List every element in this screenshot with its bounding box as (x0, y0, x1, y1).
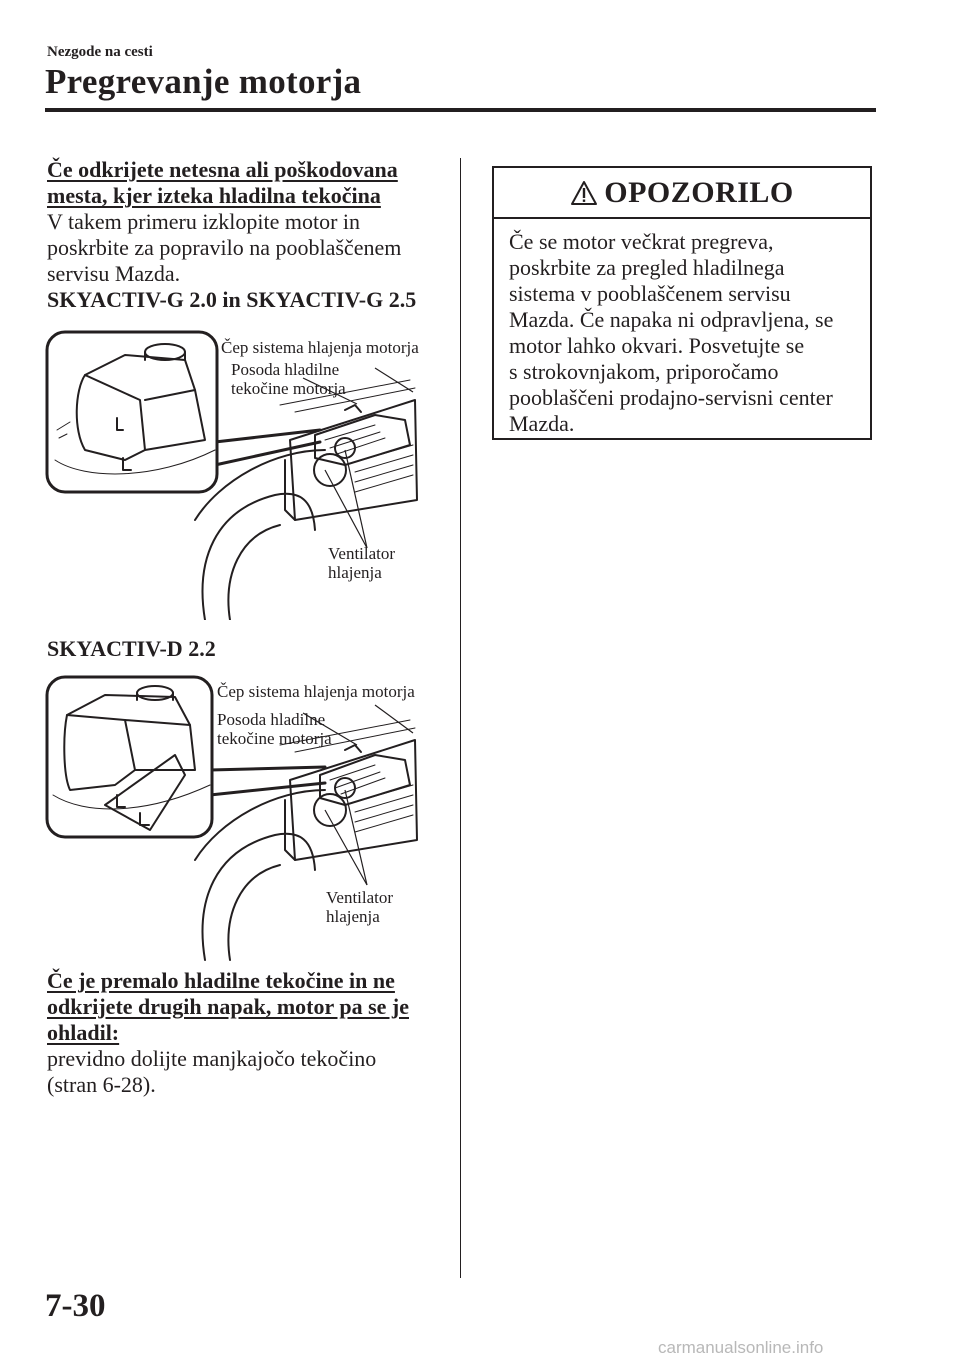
warning-header (494, 168, 870, 219)
warning-line-2: poskrbite za pregled hladilnega (509, 255, 785, 280)
figure-g-reservoir-line-1: Posoda hladilne (231, 360, 340, 379)
warning-line-6: s strokovnjakom, priporočamo (509, 359, 779, 384)
warning-line-4: Mazda. Če napaka ni odpravljena, se (509, 307, 834, 332)
warning-line-7: pooblaščeni prodajno-servisni center (509, 385, 833, 410)
skyactiv-g-subheading: SKYACTIV-G 2.0 in SKYACTIV-G 2.5 (47, 287, 417, 312)
page-title: Pregrevanje motorja (45, 62, 362, 101)
figure-d-fan-line-1: Ventilator (326, 888, 394, 907)
figure-g-fan-line-1: Ventilator (328, 544, 396, 563)
figure-g-reservoir-label (231, 360, 346, 398)
watermark: carmanualsonline.info (658, 1338, 824, 1357)
figure-g-fan-line-2: hlajenja (328, 563, 382, 582)
leak-text-line-2: poskrbite za popravilo na pooblaščenem (47, 235, 402, 260)
figure-d-reservoir-label (217, 710, 332, 748)
leak-heading-line-2: mesta, kjer izteka hladilna tekočina (47, 183, 381, 208)
figure-d-fan-label (326, 888, 393, 926)
figure-d-reservoir-line-2: tekočine motorja (217, 729, 332, 748)
figure-d-cap-label: Čep sistema hlajenja motorja (217, 682, 415, 701)
warning-triangle-icon (570, 180, 598, 206)
skyactiv-d-subheading: SKYACTIV-D 2.2 (47, 636, 216, 661)
figure-g-cap-label: Čep sistema hlajenja motorja (221, 338, 419, 357)
low-coolant-heading-line-3: ohladil: (47, 1020, 120, 1045)
low-coolant-text-line-1: previdno dolijte manjkajočo tekočino (47, 1046, 377, 1071)
figure-d-reservoir-line-1: Posoda hladilne (217, 710, 326, 729)
section-label: Nezgode na cesti (47, 44, 153, 60)
warning-body (494, 219, 870, 437)
low-coolant-heading-line-2: odkrijete drugih napak, motor pa se je (47, 994, 409, 1019)
figure-g-reservoir-line-2: tekočine motorja (231, 379, 346, 398)
low-coolant-heading-line-1: Če je premalo hladilne tekočine in ne (47, 968, 395, 993)
low-coolant-section (47, 968, 447, 1098)
warning-title: OPOZORILO (604, 175, 794, 209)
leak-text-line-3: servisu Mazda. (47, 261, 181, 286)
warning-box (492, 166, 872, 440)
warning-line-3: sistema v pooblaščenem servisu (509, 281, 791, 306)
page-number: 7-30 (45, 1288, 106, 1324)
figure-d-fan-line-2: hlajenja (326, 907, 380, 926)
low-coolant-text-line-2: (stran 6-28). (47, 1072, 156, 1097)
figure-g-fan-label (328, 544, 395, 582)
leak-heading-line-1: Če odkrijete netesna ali poškodovana (47, 157, 398, 182)
warning-line-5: motor lahko okvari. Posvetujte se (509, 333, 805, 358)
warning-line-8: Mazda. (509, 411, 575, 436)
title-rule (45, 108, 876, 112)
warning-line-1: Če se motor večkrat pregreva, (509, 229, 774, 254)
column-divider (460, 158, 461, 1278)
leak-text-line-1: V takem primeru izklopite motor in (47, 209, 361, 234)
leak-section (47, 157, 447, 313)
